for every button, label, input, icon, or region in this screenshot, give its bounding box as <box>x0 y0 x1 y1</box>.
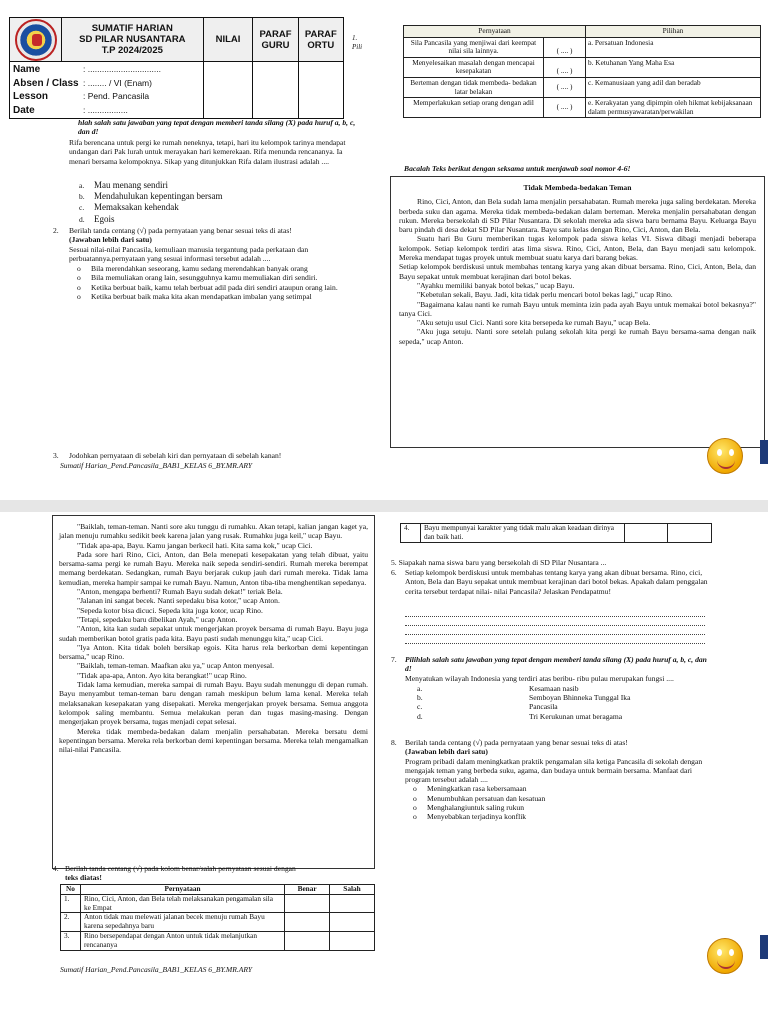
match-blank-1[interactable]: ( .... ) <box>544 37 586 57</box>
matching-table <box>403 25 761 118</box>
true-false-table <box>60 884 375 951</box>
q5-text: 5. Siapakah nama siswa baru yang bersekolah di SD Pilar Nusantara ... <box>391 558 607 567</box>
school-title <box>62 18 204 62</box>
side-bar-decoration <box>760 935 768 959</box>
tf-salah-cell-2[interactable] <box>330 913 375 932</box>
q2-option-2[interactable]: o Bila memuliakan orang lain, sesungguhnya kamu memuliakan diri sendiri. <box>77 273 318 283</box>
smiley-icon <box>707 938 743 974</box>
q2-instruction: Berilah tanda centang (√) pada pernyataan yang benar sesuai teks di atas! <box>69 226 292 235</box>
tf-salah-cell-3[interactable] <box>330 931 375 950</box>
story-text-1: Rino, Cici, Anton, dan Bela sudah lama menjalin persahabatan. Rumah mereka juga saling berdekatan. Mereka berbeda suku dan agama. Mereka tidak membeda-bedakan dalam berteman. Mereka menjalin persahabatan dengan rukun. Mereka bersekolah di SD Pilar Nusantara. Di sekolah mereka ada siswa baru bernama Bayu. Keluarga Bayu baru pindah di desa dekat SD Pilar Nusantara. Bayu satu kelas dengan Rino, Cici, Anton, dan Bela. Suatu hari Bu Guru memberikan tugas kelompok pada siswa kelas VI. Siswa dibagi menjadi beberapa kelompok. Setiap kelompok terdiri atas lima siswa. Rino, Cici, Anton, Bela, dan Bayu menjadi satu kelompok. Mereka mendapat tugas proyek untuk membuat suatu karya dari barang bekas. Setiap kelompok berdiskusi untuk membahas tentang karya yang akan dibuat bersama. Rino, Cici, Anton, Bela, dan Bayu sepakat untuk membuat kerajinan dari botol bekas. "Ayahku memiliki banyak botol bekas," ucap Bayu. "Kebetulan sekali, Bayu. Jadi, kita tidak perlu mencari botol bekas lagi," ucap Rino. "Bagaimana kalau nanti ke rumah Bayu untuk meminta izin pada ayah Bayu untuk memakai botol bekasnya?" tanya Cici. "Aku setuju usul Cici. Nanti sore kita bersepeda ke rumah Bayu," ucap Bela. "Aku juga setuju. Nanti sore setelah pulang sekolah kita pergi ke rumah Bayu bersama-sama dengan naik sepeda," ucap Anton. <box>399 197 756 346</box>
tf-benar-cell-3[interactable] <box>285 931 330 950</box>
q2-option-4[interactable]: o Ketika berbuat baik maka kita akan mendapatkan imbalan yang setimpal <box>77 292 312 302</box>
q1-option-c[interactable]: c. Memaksakan kehendak <box>79 202 179 213</box>
q7-option-d[interactable]: d. Tri Kerukunan umat beragama <box>417 711 623 721</box>
q2-note: (Jawaban lebih dari satu) <box>69 235 152 245</box>
nilai-label: NILAI <box>203 18 253 62</box>
match-row: Sila Pancasila yang menjiwai dari keempat nilai sila lainnya. ( .... ) a. Persatuan Indonesia <box>404 37 761 57</box>
student-fields <box>10 62 204 119</box>
table-row: 1. Rino, Cici, Anton, dan Bela telah melaksanakan pengamalan sila ke Empat <box>61 894 375 913</box>
title-line-3: T.P 2024/2025 <box>101 45 163 56</box>
table-row: 2. Anton tidak mau melewati jalanan becek menuju rumah Bayu karena sepedahnya baru <box>61 913 375 932</box>
q8-instruction: Berilah tanda centang (√) pada pernyataan yang benar sesuai teks di atas! <box>405 738 628 747</box>
q8-block: 8. Berilah tanda centang (√) pada pernyataan yang benar sesuai teks di atas! (Jawaban lebih dari satu) Program pribadi dalam meningkatkan praktik pengamalan sila ketiga Pancasila di sekolah dengan mengajak teman yang berbeda suku, agama, dan budaya untuk bermain bersama. Manfaat dari program tersebut adalah .... o Meningkatkan rasa kebersamaan o Menumbuhkan persatuan dan kesatuan o Menghalangiuntuk saling rukun o Menyebabkan terjadinya konflik <box>391 738 711 822</box>
q2-text: Sesuai nilai-nilai Pancasila, kemuliaan manusia tergantung pada perkataan dan perbuatannya.pernyataan yang sesuai informasi tersebut adalah .... <box>69 244 309 263</box>
q8-option-1[interactable]: o Meningkatkan rasa kebersamaan <box>413 784 527 794</box>
page-2 <box>0 512 768 1024</box>
match-row: Memperlakukan setiap orang dengan adil ( .... ) e. Kerakyatan yang dipimpin oleh hikmat kebijaksanaan dalam permusyawaratan/perwakilan <box>404 98 761 118</box>
match-blank-3[interactable]: ( .... ) <box>544 77 586 97</box>
field-lesson[interactable]: Lesson : Pend. Pancasila <box>13 91 150 102</box>
q8-options <box>405 784 711 821</box>
q7-option-b[interactable]: b. Semboyan Bhinneka Tunggal Ika <box>417 693 631 703</box>
smiley-icon <box>707 438 743 474</box>
q6-answer-lines[interactable] <box>405 608 705 644</box>
tf-salah-cell-1[interactable] <box>330 894 375 913</box>
q1-option-a[interactable]: a. Mau menang sendiri <box>79 180 168 190</box>
q1-option-b[interactable]: b. Mendahulukan kepentingan bersam <box>79 191 223 202</box>
tf-header-pernyataan: Pernyataan <box>80 885 284 895</box>
page-2-footer: Sumatif Harian_Pend.Pancasila_BAB1_KELAS 6_BY.MR.ARY <box>60 965 253 974</box>
q7-options <box>405 684 711 721</box>
q2-option-1[interactable]: o Bila merendahkan seseorang, kamu sedang merendahkan banyak orang <box>77 264 308 274</box>
paraf-ortu-box[interactable] <box>298 62 343 119</box>
tf-header-benar: Benar <box>285 885 330 895</box>
match-row: Berteman dengan tidak membeda- bedakan latar belakan ( .... ) c. Kemanusiaan yang adil dan beradab <box>404 77 761 97</box>
title-line-1: SUMATIF HARIAN <box>91 23 173 34</box>
story-text-2: "Baiklah, teman-teman. Nanti sore aku tunggu di rumahku. Akan tetapi, kalian jangan kaget ya, jalan menuju rumahku sedikit beek karena jalan yang rusak. Rumahku juga keil," ucap Bayu. "Tidak apa-apa, Bayu. Kamu jangan berkecil hati. Kita sama kok," ucap Cici. Pada sore hari Rino, Cici, Anton, dan Bela menepati kesepakatan yang telah dibuat, yaitu bersama-sama pergi ke rumah Bayu. Mereka naik sepeda sendiri-sendiri. Rumah mereka berempat memang berdekatan. Sedangkan, rumah Bayu berjarak cukup jauh dari rumah mereka. Tidak lama kemudian, mereka hampir sampai ke rumah Bayu. Namun, Anton tiba-tiba menghentikan sepedanya. "Anton, mengapa berhenti? Rumah Bayu sudah dekat!" teriak Bela. "Jalanan ini sangat becek. Nanti sepedaku bisa kotor," ucap Anton. "Sepeda kotor bisa dicuci. Sepeda kita juga kotor, ucap Rino. "Tetapi, sepedaku baru dibelikan Ayah," ucap Anton. "Anton, kita kan sudah sepakat untuk mengerjakan proyek bersama di rumah Bayu. Bayu juga sudah memberikan botol gratis pada kita. Bayu pasti sudah menunggu kita," ucap Cici. "Iya Anton. Kita tidak boleh bersikap egois. Kita harus rela berkorban demi kepentingan bersama," ucap Rino. "Baiklah, teman-teman. Maafkan aku ya," ucap Anton menyesal. "Tidak apa-apa, Anton. Ayo kita berangkat!" ucap Rino. Tidak lama kemudian, mereka sampai di rumah Bayu. Bayu sudah menunggu di depan rumah. Bayu menyambut teman-teman baru dengan ramah meskipun belum lama kenal. Mereka telah melaksanakan kesepakatan yang disepakati. Mereka mengerjakan proyek bersama. Semua anggota kelompok saling membantu. Semua melakukan peran dan tugas masing-masing. Dengan mengerjakan proyek bersama, tugas menjadi cepat selesai. Mereka tidak membeda-bedakan dalam menjalin persahabatan. Mereka bersatu demi kepentingan bersama. Mereka rela berkorban demi kepentingan bersama. Mereka telah mengamalkan nilai-nilai Pancasila. <box>59 522 368 755</box>
q1-text: Rifa berencana untuk pergi ke rumah neneknya, tetapi, hari itu kelompok tarinya mendapat undangan dari Pak lurah untuk merayakan hari kemerekaan. Rifa menunda rencananya. Ia menari bersama kelompoknya. Sikap yang ditunjukkan Rifa dalam ilustrasi adalah .... <box>69 138 346 166</box>
table-row: 3. Rino bersependapat dengan Anton untuk tidak melanjutkan rencananya <box>61 931 375 950</box>
tf-benar-cell-2[interactable] <box>285 913 330 932</box>
q8-option-2[interactable]: o Menumbuhkan persatuan dan kesatuan <box>413 793 546 803</box>
story-title: Tidak Membeda-bedakan Teman <box>523 183 632 192</box>
logo-cell <box>10 18 62 62</box>
q2-number: 2. <box>53 226 59 235</box>
tf-header-no: No <box>61 885 81 895</box>
tf-benar-cell-1[interactable] <box>285 894 330 913</box>
paraf-ortu-label: PARAF ORTU <box>298 18 343 62</box>
field-class[interactable]: Absen / Class : ........ / VI (Enam) <box>13 77 152 89</box>
field-date[interactable]: Date : ................. <box>13 104 128 116</box>
q7-text: Menyatukan wilayah Indonesia yang terdiri atas beribu- ribu pulau merupakan fungsi .... <box>405 673 674 683</box>
q3-line: 3. Jodohkan pernyataan di sebelah kiri dan pernyataan di sebelah kanan! <box>53 451 282 460</box>
q2-options <box>53 264 363 301</box>
side-question-label: 1. Pili <box>352 34 363 52</box>
paraf-guru-box[interactable] <box>253 62 298 119</box>
q8-note: (Jawaban lebih dari satu) <box>405 747 488 757</box>
story-box-2 <box>52 515 375 869</box>
q7-option-c[interactable]: c. Pancasila <box>417 702 558 712</box>
match-blank-4[interactable]: ( .... ) <box>544 98 586 118</box>
q2-option-3[interactable]: o Ketika berbuat baik, kamu telah berbuat adil pada diri sendiri ataupun orang lain. <box>77 282 338 292</box>
page-1-footer: Sumatif Harian_Pend.Pancasila_BAB1_KELAS 6_BY.MR.ARY <box>60 461 253 470</box>
q6-text: Setiap kelompok berdiskusi untuk membahas tentang karya yang akan dibuat bersama. Rino, cici, Anton, Bela dan Bayu sepakat untuk membuat kerajinan dari botol bekas. Apakah dalam penggalan cerita tersebut terdapat nilai- nilai Pancasila? Jelaskan Pendapatmu! <box>405 568 708 596</box>
table-row: 4. Bayu mempunyai karakter yang tidak malu akan keadaan dirinya dan baik hati. <box>401 524 712 543</box>
q1-instruction: hlah salah satu jawaban yang tepat dengan memberi tanda silang (X) pada huruf a, b, c, dan d! <box>78 118 356 137</box>
title-line-2: SD PILAR NUSANTARA <box>79 34 186 45</box>
story-box-1 <box>390 176 765 448</box>
match-header-pernyataan: Pernyataan <box>404 26 586 38</box>
match-blank-2[interactable]: ( .... ) <box>544 57 586 77</box>
q7-option-a[interactable]: a. Kesamaan nasib <box>417 683 579 693</box>
true-false-table-continued <box>400 523 712 543</box>
story-intro: Bacalah Teks berikut dengan seksama untuk menjawab soal nomor 4-6! <box>404 164 631 173</box>
tf-header-salah: Salah <box>330 885 375 895</box>
q4-instruction: 4. Berilah tanda centang (√) pada kolom benar/salah pernyataan sesuai dengan teks diatas! <box>53 864 296 883</box>
match-header-pilihan: Pilihan <box>586 26 761 38</box>
q6-block: 6. Setiap kelompok berdiskusi untuk membahas tentang karya yang akan dibuat bersama. Rino, cici, Anton, Bela dan Bayu sepakat untuk membuat kerajinan dari botol bekas. Apakah dalam penggalan cerita tersebut terdapat nilai- nilai Pancasila? Jelaskan Pendapatmu! <box>391 568 708 596</box>
q8-text: Program pribadi dalam meningkatkan praktik pengamalan sila ketiga Pancasila di sekolah dengan mengajak teman yang berbeda suku, agama, dan budaya untuk bermain bersama. Manfaat dari program tersebut adalah .... <box>405 756 703 785</box>
q2-block <box>53 226 363 301</box>
header-table <box>9 17 344 119</box>
q8-option-4[interactable]: o Menyebabkan terjadinya konflik <box>413 812 527 822</box>
q1-options <box>79 180 349 225</box>
q7-instruction: Pilihlah salah satu jawaban yang tepat dengan memberi tanda silang (X) pada huruf a, b, c, dan d! <box>405 655 707 674</box>
tf-salah-cell-4[interactable] <box>668 524 712 543</box>
school-logo-icon <box>15 19 57 61</box>
field-name[interactable]: Name : ............................... <box>13 64 161 75</box>
nilai-box[interactable] <box>203 62 253 119</box>
q7-block: 7. Pilihlah salah satu jawaban yang tepat dengan memberi tanda silang (X) pada huruf a, b, c, dan d! Menyatukan wilayah Indonesia yang terdiri atas beribu- ribu pulau merupakan fungsi .... a. Kesamaan nasib b. Semboyan Bhinneka Tunggal Ika c. Pancasila d. Tri Kerukunan umat beragama <box>391 655 711 721</box>
q3-text: Jodohkan pernyataan di sebelah kiri dan pernyataan di sebelah kanan! <box>69 451 282 460</box>
paraf-guru-label: PARAF GURU <box>253 18 298 62</box>
q1-option-d[interactable]: d. Egois <box>79 213 115 224</box>
side-bar-decoration <box>760 440 768 464</box>
tf-benar-cell-4[interactable] <box>625 524 668 543</box>
match-row: Menyelesaikan masalah dengan mencapai kesepakatan ( .... ) b. Ketuhanan Yang Maha Esa <box>404 57 761 77</box>
q8-option-3[interactable]: o Menghalangiuntuk saling rukun <box>413 803 525 813</box>
page-1 <box>0 0 768 500</box>
